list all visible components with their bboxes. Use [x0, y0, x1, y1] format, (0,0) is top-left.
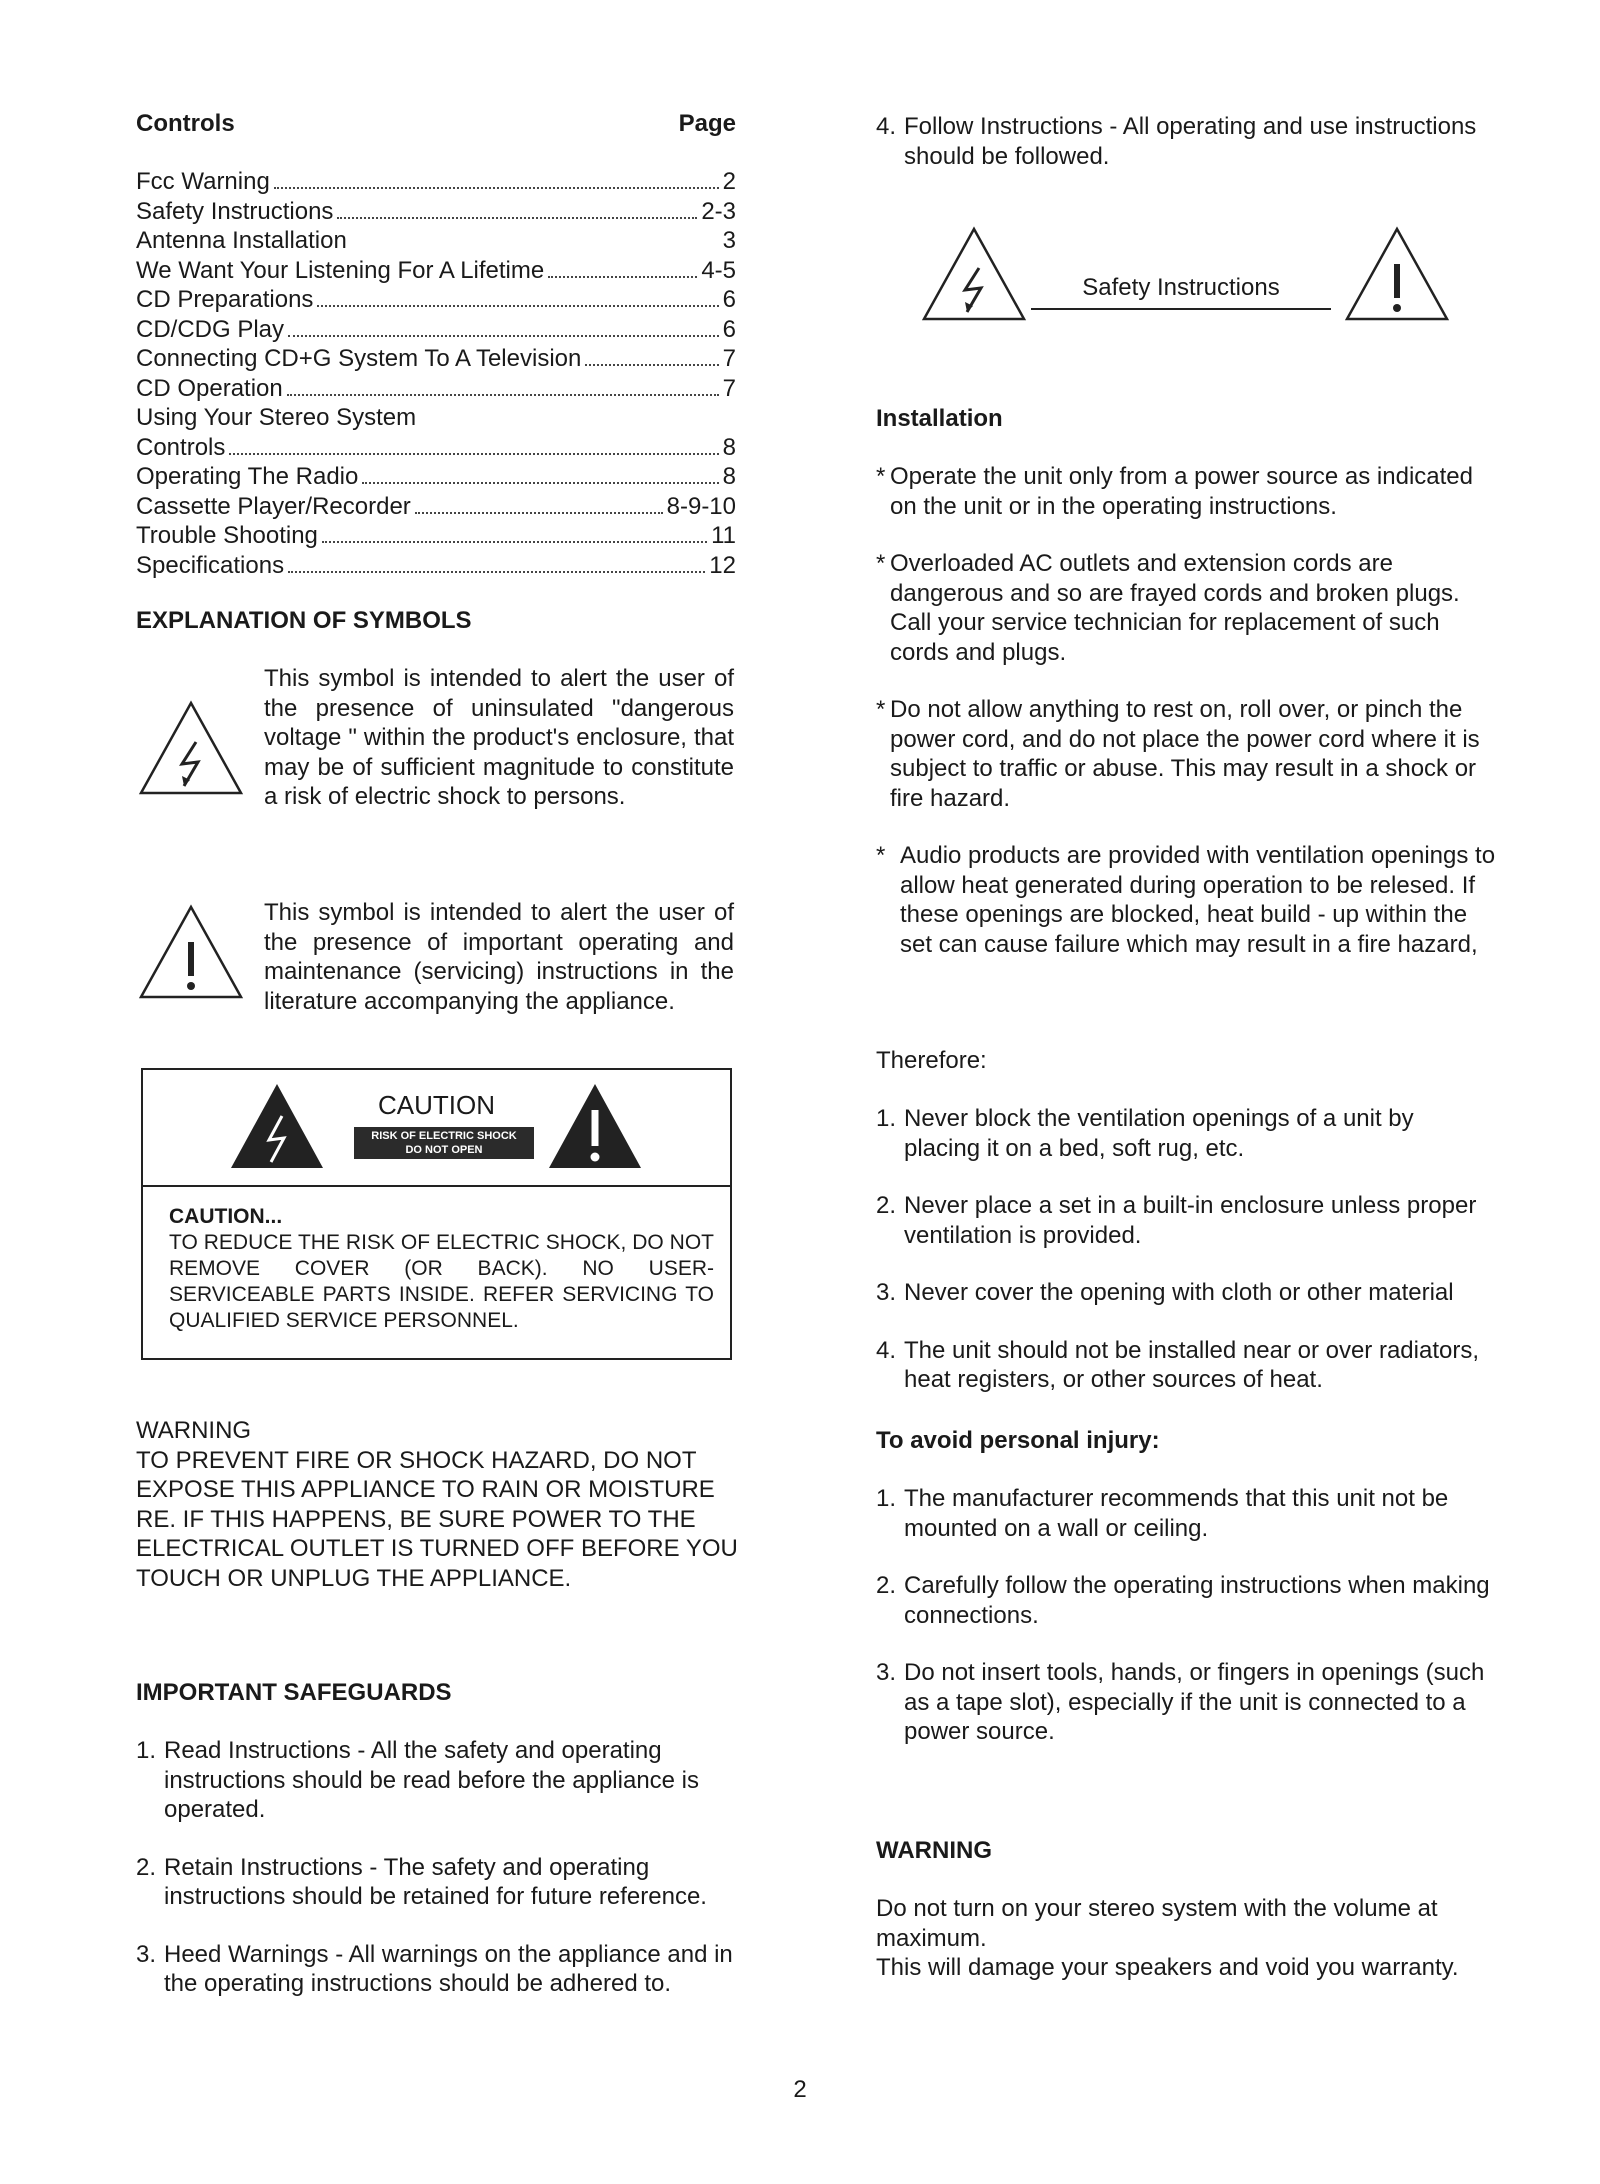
caution-text: TO REDUCE THE RISK OF ELECTRIC SHOCK, DO NOT REMOVE COVER (OR BACK). NO USER-SERVICEABLE PARTS INSIDE. REFER SERVICING TO QUALIFIED SERVICE PERSONNEL.	[169, 1231, 714, 1332]
list-item	[876, 1484, 1496, 1543]
list-number: 4.	[876, 113, 897, 140]
list-text: Do not allow anything to rest on, roll over, or pinch the power cord, and do not place the power cord where it is subject to traffic or abuse. This may result in a shock or fire hazard.	[890, 696, 1480, 812]
toc-leader	[274, 187, 719, 189]
list-text: Carefully follow the operating instructions when making connections.	[904, 1572, 1490, 1629]
toc-row	[136, 286, 736, 316]
toc-title: Antenna Installation	[136, 227, 347, 254]
bullet-star: *	[876, 842, 886, 869]
toc-title: CD Preparations	[136, 286, 314, 313]
list-item	[876, 1104, 1496, 1163]
toc-row	[136, 404, 736, 434]
toc-row	[136, 227, 736, 257]
toc-row	[136, 434, 736, 464]
left-warning-title: WARNING	[136, 1417, 252, 1444]
list-number: 2.	[876, 1192, 897, 1219]
right-warning-line1: Do not turn on your stereo system with the volume at maximum.	[876, 1895, 1438, 1952]
caution-banner-line1: RISK OF ELECTRIC SHOCK	[371, 1130, 517, 1142]
toc-title: We Want Your Listening For A Lifetime	[136, 256, 545, 284]
toc-header	[136, 110, 736, 142]
caution-banner	[354, 1127, 534, 1159]
toc-page: 7	[722, 345, 736, 372]
list-item	[136, 1736, 756, 1825]
bullet-star: *	[876, 696, 886, 723]
lightning-symbol-text: This symbol is intended to alert the user of the presence of uninsulated "dangerous voltage " within the product's enclosure, that may be of sufficient magnitude to constitute a risk of electric shock to persons.	[264, 665, 734, 810]
toc-row	[136, 257, 736, 287]
toc-row	[136, 345, 736, 375]
list-item	[876, 1336, 1496, 1395]
toc-row	[136, 552, 736, 582]
toc-title: Connecting CD+G System To A Television	[136, 345, 582, 372]
list-text: The unit should not be installed near or over radiators, heat registers, or other sources of heat.	[904, 1336, 1480, 1393]
list-number: 2.	[136, 1853, 157, 1881]
list-number: 1.	[136, 1737, 157, 1764]
toc-leader	[229, 453, 718, 455]
list-number: 4.	[876, 1336, 897, 1364]
toc-leader	[288, 571, 705, 573]
safeguards-heading: IMPORTANT SAFEGUARDS	[136, 1679, 452, 1706]
toc-title: Operating The Radio	[136, 463, 359, 490]
left-warning	[136, 1416, 756, 1593]
lightning-warning-icon	[138, 700, 244, 796]
toc-leader	[322, 541, 707, 543]
caution-divider	[143, 1185, 730, 1187]
list-text: Audio products are provided with ventilation openings to allow heat generated during operation to be relesed. If these openings are blocked, heat build - up within the set can cause failure which may result in a fire hazard,	[900, 842, 1496, 958]
injury-heading: To avoid personal injury:	[876, 1427, 1160, 1454]
installation-heading: Installation	[876, 405, 1003, 432]
list-text: Read Instructions - All the safety and operating instructions should be read before the appliance is operated.	[164, 1737, 700, 1823]
toc-page: 8-9-10	[666, 492, 736, 520]
safeguards-list	[136, 1736, 756, 2027]
toc-title: Controls	[136, 433, 226, 461]
installation-list	[876, 462, 1496, 959]
toc-leader	[585, 364, 718, 366]
toc-row	[136, 375, 736, 405]
safeguards-list-continued	[876, 112, 1486, 199]
toc-title: Specifications	[136, 551, 285, 579]
toc-page: 6	[722, 286, 736, 313]
list-number: 2.	[876, 1572, 897, 1599]
list-item	[876, 695, 1496, 813]
exclamation-symbol-text: This symbol is intended to alert the user of the presence of important operating and maintenance (servicing) instructions in the literature accompanying the appliance.	[264, 899, 734, 1015]
list-number: 3.	[876, 1659, 897, 1686]
toc-title: CD Operation	[136, 374, 283, 402]
toc-page: 2-3	[701, 197, 736, 225]
toc-heading: Controls	[136, 110, 235, 137]
toc-leader	[337, 217, 697, 219]
list-text: Never place a set in a built-in enclosure unless proper ventilation is provided.	[904, 1192, 1477, 1249]
injury-list	[876, 1484, 1496, 1775]
bullet-star: *	[876, 550, 886, 577]
list-number: 3.	[876, 1279, 897, 1306]
toc-page: 2	[722, 168, 736, 195]
caution-box	[141, 1068, 732, 1360]
list-text: Retain Instructions - The safety and operating instructions should be retained for future reference.	[164, 1853, 707, 1910]
list-item	[876, 1571, 1496, 1630]
list-text: Operate the unit only from a power source as indicated on the unit or in the operating instructions.	[890, 463, 1473, 520]
list-item	[876, 112, 1486, 171]
toc-page-heading: Page	[678, 110, 736, 137]
toc-row	[136, 493, 736, 523]
list-text: Overloaded AC outlets and extension cords are dangerous and so are frayed cords and broken plugs. Call your service technician for replacement of such cords and plugs.	[890, 550, 1460, 666]
page-number: 2	[793, 2076, 807, 2103]
toc-leader	[362, 482, 718, 484]
toc-row	[136, 198, 736, 228]
caution-body	[169, 1204, 714, 1334]
toc-page: 3	[722, 227, 736, 254]
right-warning-line2: This will damage your speakers and void you warranty.	[876, 1954, 1459, 1981]
toc-title: CD/CDG Play	[136, 315, 285, 343]
list-number: 3.	[136, 1940, 157, 1968]
caution-title: CAUTION	[378, 1090, 495, 1120]
toc-page: 8	[722, 463, 736, 490]
exclamation-warning-icon	[1344, 226, 1450, 322]
toc-leader	[317, 305, 718, 307]
lightning-warning-icon	[921, 226, 1027, 322]
list-item	[876, 841, 1496, 959]
bullet-star: *	[876, 463, 886, 490]
toc-row	[136, 168, 736, 198]
list-number: 1.	[876, 1485, 897, 1512]
toc-leader	[288, 335, 719, 337]
list-item	[876, 462, 1496, 521]
exclamation-solid-icon	[547, 1082, 643, 1170]
toc-leader	[548, 276, 697, 278]
toc-page: 4-5	[701, 256, 736, 284]
safety-instructions-label: Safety Instructions	[1082, 274, 1280, 301]
exclamation-warning-icon	[138, 904, 244, 1000]
list-text: Follow Instructions - All operating and use instructions should be followed.	[904, 113, 1477, 170]
table-of-contents	[136, 168, 736, 581]
toc-page: 7	[722, 374, 736, 402]
list-item	[136, 1853, 756, 1912]
right-warning-title: WARNING	[876, 1837, 992, 1864]
list-item	[876, 1658, 1496, 1747]
list-item	[136, 1940, 756, 1999]
safety-instructions-underline	[1031, 308, 1331, 310]
toc-row	[136, 463, 736, 493]
toc-page: 11	[711, 522, 736, 549]
list-text: Heed Warnings - All warnings on the appliance and in the operating instructions should be adhered to.	[164, 1940, 733, 1997]
list-item	[876, 1278, 1496, 1308]
toc-title: Cassette Player/Recorder	[136, 492, 411, 520]
toc-row	[136, 522, 736, 552]
toc-page: 8	[722, 433, 736, 461]
list-number: 1.	[876, 1105, 897, 1132]
toc-leader	[415, 512, 663, 514]
list-item	[876, 1191, 1496, 1250]
toc-title: Safety Instructions	[136, 197, 334, 225]
right-warning-body	[876, 1894, 1496, 1983]
left-warning-body: TO PREVENT FIRE OR SHOCK HAZARD, DO NOT EXPOSE THIS APPLIANCE TO RAIN OR MOISTURE RE. IF THIS HAPPENS, BE SURE POWER TO THE ELECTRICAL OUTLET IS TURNED OFF BEFORE YOU TOUCH OR UNPLUG THE APPLIANCE.	[136, 1446, 738, 1592]
toc-page: 6	[722, 315, 736, 343]
toc-leader	[287, 394, 719, 396]
list-text: Do not insert tools, hands, or fingers in openings (such as a tape slot), especially if the unit is connected to a power source.	[904, 1659, 1485, 1745]
list-text: The manufacturer recommends that this unit not be mounted on a wall or ceiling.	[904, 1485, 1449, 1542]
toc-page: 12	[709, 551, 736, 579]
toc-row	[136, 316, 736, 346]
toc-title: Fcc Warning	[136, 168, 270, 195]
caution-label: CAUTION...	[169, 1205, 283, 1228]
symbols-heading: EXPLANATION OF SYMBOLS	[136, 607, 472, 634]
list-item	[876, 549, 1496, 667]
therefore-list	[876, 1104, 1496, 1423]
list-text: Never cover the opening with cloth or other material	[904, 1279, 1454, 1306]
toc-title: Trouble Shooting	[136, 522, 318, 549]
caution-banner-line2: DO NOT OPEN	[405, 1144, 483, 1156]
therefore-heading: Therefore:	[876, 1047, 987, 1074]
list-text: Never block the ventilation openings of a unit by placing it on a bed, soft rug, etc.	[904, 1105, 1414, 1162]
toc-title: Using Your Stereo System	[136, 404, 417, 431]
